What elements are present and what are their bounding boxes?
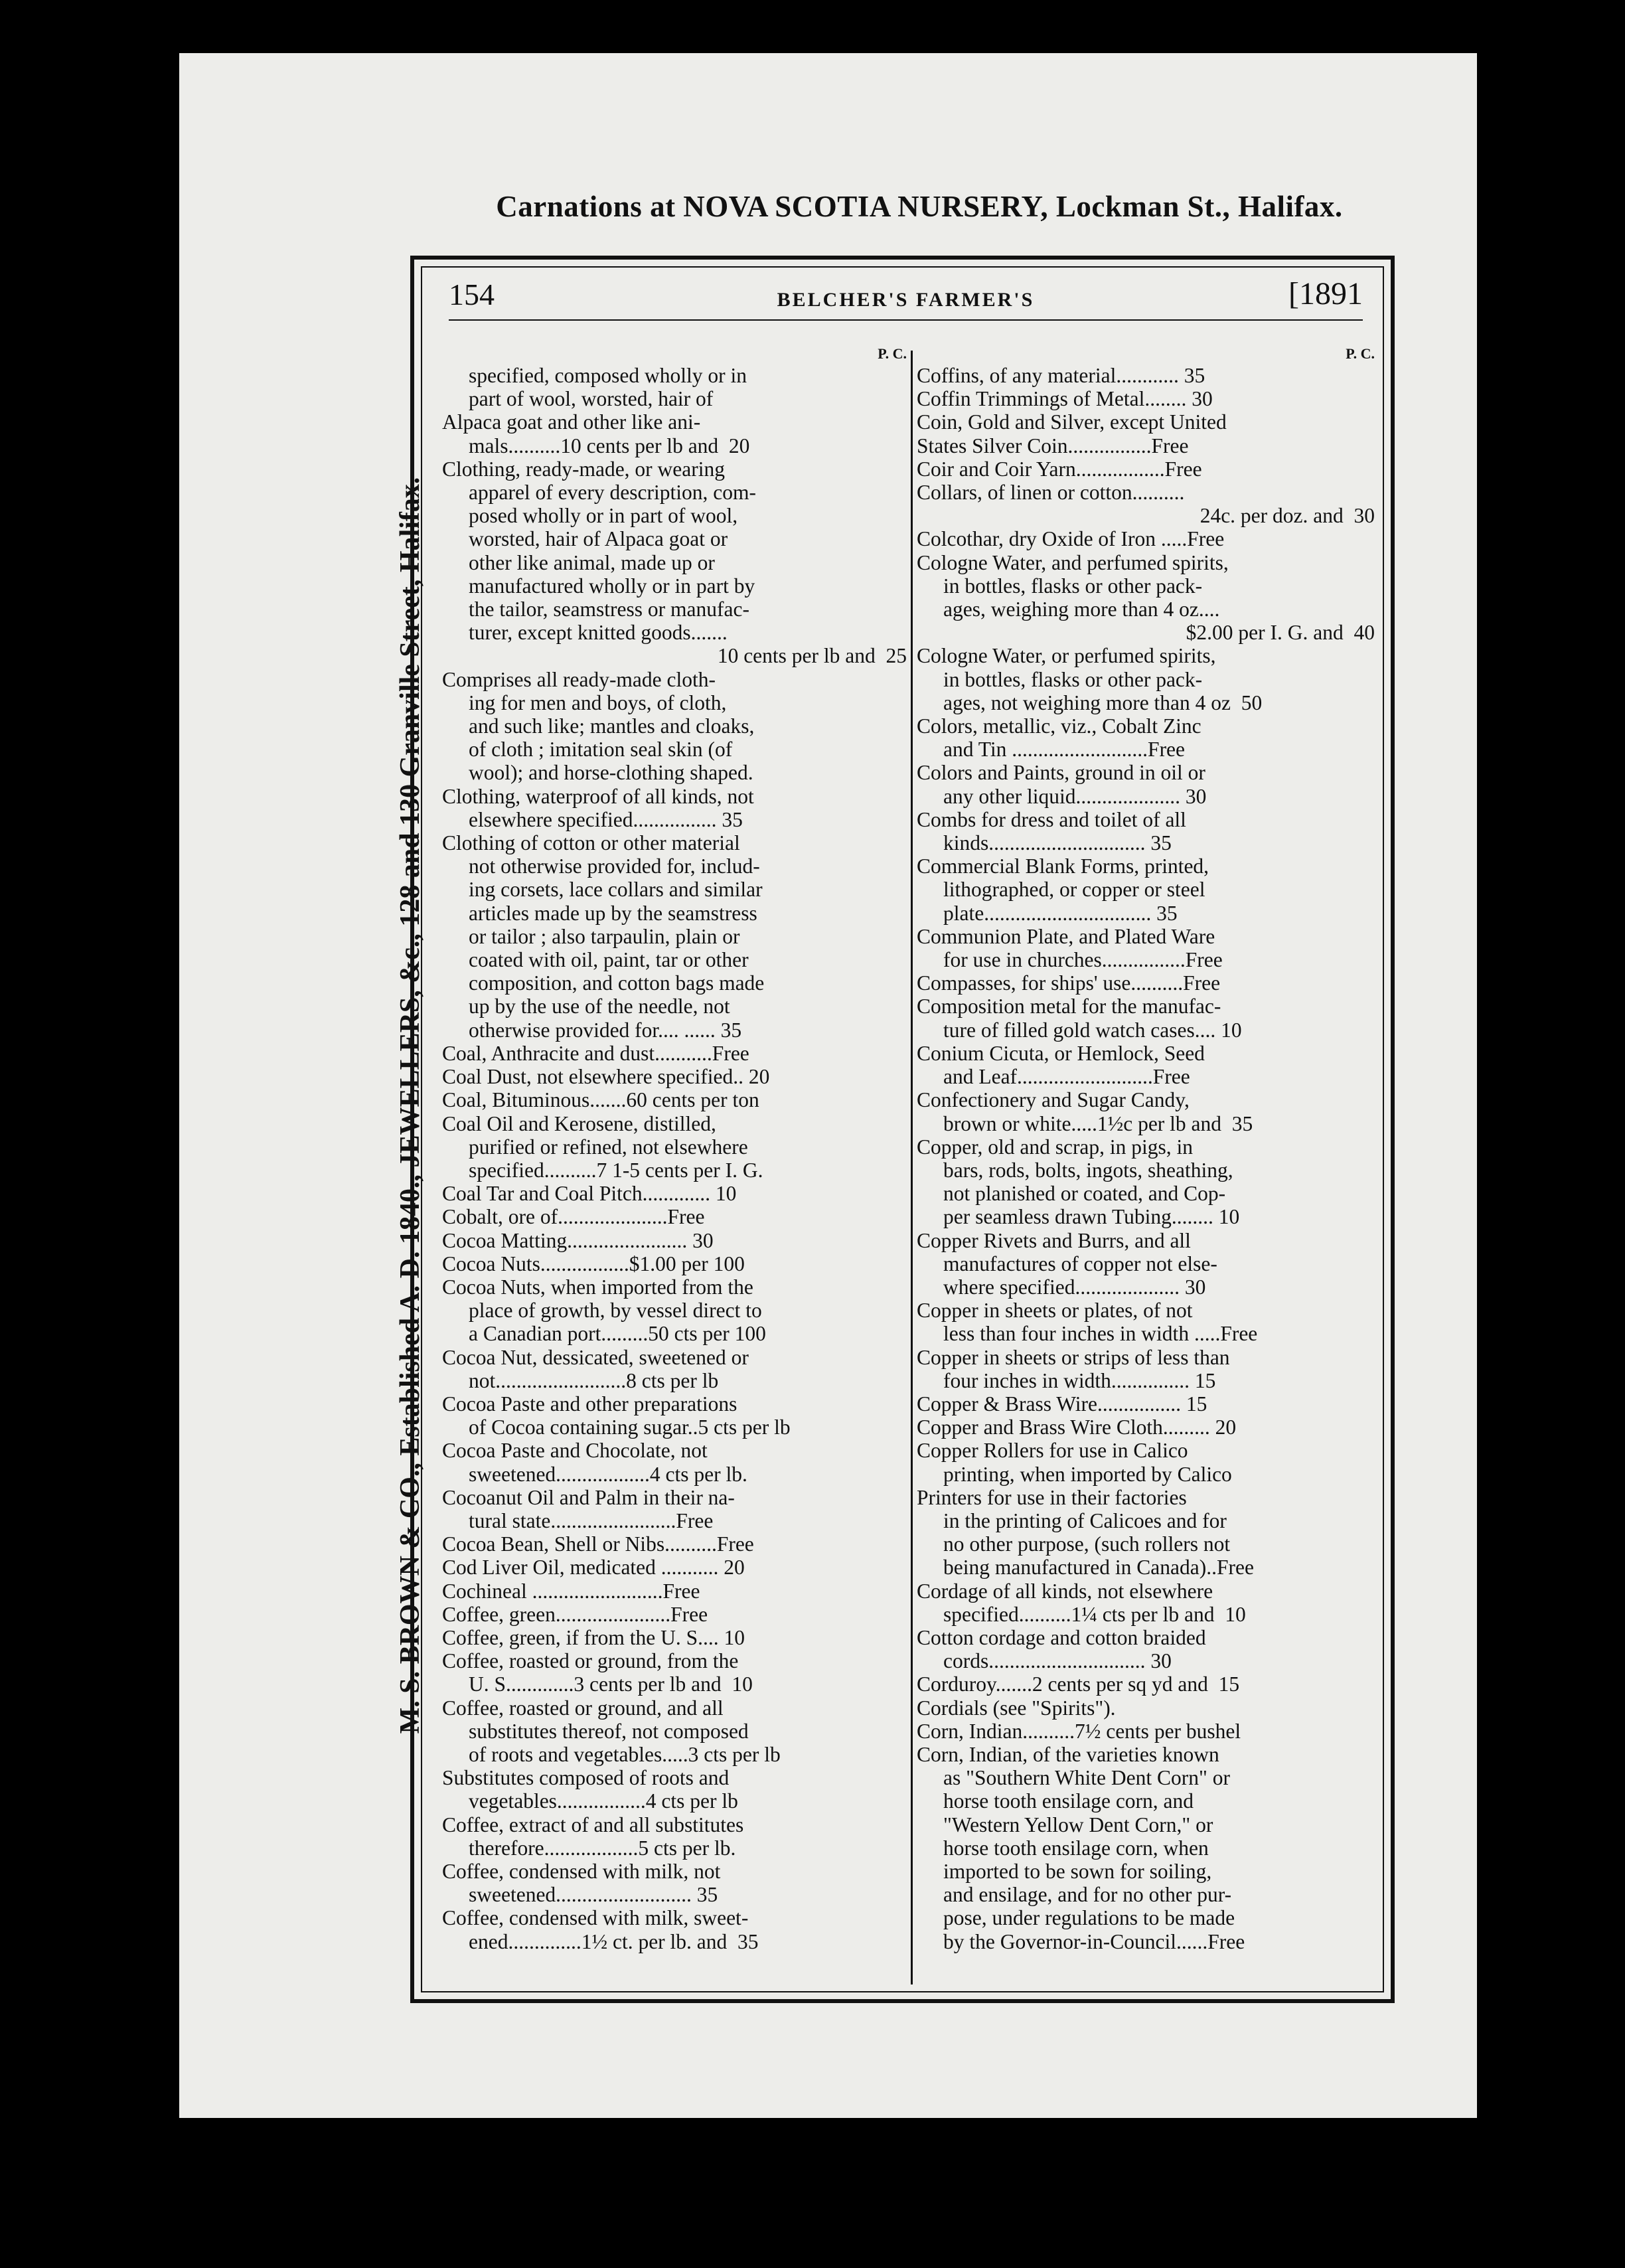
tariff-line: part of wool, worsted, hair of — [469, 387, 714, 411]
tariff-line: wool); and horse-clothing shaped. — [469, 761, 753, 785]
tariff-line: ened..............1½ ct. per lb. and 35 — [469, 1929, 759, 1953]
tariff-line: Corduroy.......2 cents per sq yd and 15 — [917, 1672, 1240, 1696]
tariff-line: specified, composed wholly or in — [469, 364, 747, 387]
tariff-line: ing for men and boys, of cloth, — [469, 690, 727, 714]
tariff-line: pose, under regulations to be made — [943, 1906, 1235, 1930]
tariff-line: manufactures of copper not else- — [943, 1252, 1217, 1275]
column-divider — [911, 351, 913, 1984]
tariff-line: therefore..................5 cts per lb. — [469, 1836, 736, 1860]
tariff-line: Alpaca goat and other like ani- — [442, 410, 701, 434]
tariff-line: Cocoa Paste and other preparations — [442, 1392, 737, 1416]
tariff-line: horse tooth ensilage corn, and — [943, 1789, 1194, 1813]
left-column — [442, 344, 907, 1984]
tariff-line: Colcothar, dry Oxide of Iron .....Free — [917, 527, 1225, 551]
tariff-line: Combs for dress and toilet of all — [917, 807, 1186, 831]
tariff-line: Coal Oil and Kerosene, distilled, — [442, 1111, 716, 1135]
tariff-line: Cocoa Nuts, when imported from the — [442, 1275, 753, 1299]
tariff-line: not otherwise provided for, includ- — [469, 854, 760, 878]
tariff-line: ages, not weighing more than 4 oz 50 — [943, 690, 1263, 714]
page-number: 154 — [449, 278, 495, 311]
tariff-line: of Cocoa containing sugar..5 cts per lb — [469, 1416, 791, 1439]
tariff-line: where specified.................... 30 — [943, 1275, 1206, 1299]
tariff-line: per seamless drawn Tubing........ 10 — [943, 1205, 1240, 1229]
tariff-line: lithographed, or copper or steel — [943, 878, 1205, 902]
tariff-line: imported to be sown for soiling, — [943, 1860, 1212, 1883]
tariff-line: Coffee, green......................Free — [442, 1602, 708, 1626]
tariff-line: Coffin Trimmings of Metal........ 30 — [917, 387, 1213, 411]
tariff-line: Cologne Water, or perfumed spirits, — [917, 644, 1216, 668]
tariff-line: Coal Dust, not elsewhere specified.. 20 — [442, 1065, 770, 1089]
tariff-line: of cloth ; imitation seal skin (of — [469, 738, 733, 762]
tariff-line: other like animal, made up or — [469, 550, 715, 574]
right-column — [917, 344, 1375, 1984]
tariff-line: specified..........1¼ cts per lb and 10 — [943, 1602, 1246, 1626]
tariff-line: ture of filled gold watch cases.... 10 — [943, 1018, 1242, 1042]
tariff-line: Coffee, green, if from the U. S.... 10 — [442, 1625, 745, 1649]
tariff-line: Cocoanut Oil and Palm in their na- — [442, 1485, 735, 1509]
tariff-line: Colors, metallic, viz., Cobalt Zinc — [917, 714, 1201, 738]
tariff-line: as "Southern White Dent Corn" or — [943, 1766, 1230, 1790]
tariff-line: ages, weighing more than 4 oz.... — [943, 598, 1220, 621]
tariff-line: Cod Liver Oil, medicated ........... 20 — [442, 1556, 745, 1580]
tariff-line: Copper Rollers for use in Calico — [917, 1439, 1188, 1463]
tariff-line: manufactured wholly or in part by — [469, 574, 755, 598]
tariff-line: Comprises all ready-made cloth- — [442, 667, 716, 691]
tariff-line: Cobalt, ore of.....................Free — [442, 1205, 705, 1229]
tariff-line: "Western Yellow Dent Corn," or — [943, 1813, 1213, 1836]
tariff-line: Cocoa Nuts.................$1.00 per 100 — [442, 1252, 745, 1275]
tariff-line: and such like; mantles and cloaks, — [469, 714, 755, 738]
tariff-line: less than four inches in width .....Free — [943, 1322, 1258, 1346]
tariff-line: posed wholly or in part of wool, — [469, 504, 738, 528]
tariff-line: Coal Tar and Coal Pitch............. 10 — [442, 1182, 737, 1206]
inner-frame — [421, 266, 1384, 1992]
tariff-line: or tailor ; also tarpaulin, plain or — [469, 924, 740, 948]
tariff-line: sweetened.......................... 35 — [469, 1883, 718, 1907]
tariff-line: horse tooth ensilage corn, when — [943, 1836, 1209, 1860]
tariff-line: vegetables.................4 cts per lb — [469, 1789, 738, 1813]
tariff-line: tural state........................Free — [469, 1508, 714, 1532]
tariff-line: Cocoa Nut, dessicated, sweetened or — [442, 1345, 749, 1369]
tariff-line: Cologne Water, and perfumed spirits, — [917, 550, 1229, 574]
tariff-line: composition, and cotton bags made — [469, 971, 765, 995]
tariff-line: no other purpose, (such rollers not — [943, 1532, 1231, 1556]
tariff-line: Coal, Anthracite and dust...........Free — [442, 1041, 749, 1065]
tariff-line: kinds.............................. 35 — [943, 831, 1172, 855]
tariff-line: U. S.............3 cents per lb and 10 — [469, 1672, 753, 1696]
tariff-line: bars, rods, bolts, ingots, sheathing, — [943, 1158, 1233, 1182]
running-header — [449, 273, 1363, 321]
tariff-line: for use in churches................Free — [943, 948, 1223, 972]
tariff-line: being manufactured in Canada)..Free — [943, 1556, 1254, 1580]
tariff-line: Compasses, for ships' use..........Free — [917, 971, 1221, 995]
tariff-line: Colors and Paints, ground in oil or — [917, 761, 1205, 785]
tariff-line: substitutes thereof, not composed — [469, 1719, 749, 1743]
tariff-line: purified or refined, not elsewhere — [469, 1135, 748, 1159]
tariff-line: Coffee, condensed with milk, not — [442, 1860, 721, 1883]
tariff-line: Composition metal for the manufac- — [917, 995, 1221, 1018]
tariff-line: brown or white.....1½c per lb and 35 — [943, 1111, 1253, 1135]
tariff-line: turer, except knitted goods....... — [469, 621, 728, 645]
tariff-line: in the printing of Calicoes and for — [943, 1508, 1227, 1532]
tariff-line: Printers for use in their factories — [917, 1485, 1187, 1509]
column-header: P. C. — [1346, 345, 1375, 362]
tariff-line: worsted, hair of Alpaca goat or — [469, 527, 728, 551]
tariff-line: Copper, old and scrap, in pigs, in — [917, 1135, 1194, 1159]
tariff-line: Copper in sheets or plates, of not — [917, 1299, 1193, 1323]
tariff-line: Copper in sheets or strips of less than — [917, 1345, 1230, 1369]
tariff-line: and Tin ..........................Free — [943, 738, 1186, 762]
tariff-line: Copper Rivets and Burrs, and all — [917, 1228, 1191, 1252]
tariff-line: Copper and Brass Wire Cloth......... 20 — [917, 1416, 1237, 1439]
tariff-line: mals..........10 cents per lb and 20 — [469, 434, 750, 457]
tariff-line: Conium Cicuta, or Hemlock, Seed — [917, 1041, 1205, 1065]
tariff-line: not.........................8 cts per lb — [469, 1368, 719, 1392]
tariff-line: cords.............................. 30 — [943, 1649, 1172, 1673]
tariff-line: Clothing of cotton or other material — [442, 831, 740, 855]
tariff-line: Commercial Blank Forms, printed, — [917, 854, 1209, 878]
tariff-line: articles made up by the seamstress — [469, 901, 757, 925]
tariff-line: Coffins, of any material............ 35 — [917, 364, 1205, 387]
tariff-line: Cocoa Bean, Shell or Nibs..........Free — [442, 1532, 754, 1556]
tariff-line: up by the use of the needle, not — [469, 995, 730, 1018]
tariff-line: four inches in width............... 15 — [943, 1368, 1216, 1392]
tariff-line: Coffee, extract of and all substitutes — [442, 1813, 744, 1836]
side-advertisement: M. S. BROWN & CO., Established A. D. 1840., JEWELLERS, &c., 128 and 130 Granville Street, Halifax. — [395, 477, 426, 1734]
page-frame — [410, 256, 1395, 2003]
tariff-line: by the Governor-in-Council......Free — [943, 1929, 1245, 1953]
tariff-line: printing, when imported by Calico — [943, 1462, 1232, 1486]
tariff-line: Cordials (see "Spirits"). — [917, 1696, 1116, 1720]
tariff-line: States Silver Coin................Free — [917, 434, 1189, 457]
tariff-line: plate................................ 35 — [943, 901, 1178, 925]
running-title: BELCHER'S FARMER'S — [777, 289, 1035, 311]
tariff-line: Corn, Indian, of the varieties known — [917, 1742, 1219, 1766]
tariff-line: 24c. per doz. and 30 — [1199, 504, 1375, 528]
tariff-line: Cocoa Matting....................... 30 — [442, 1228, 714, 1252]
tariff-line: Cordage of all kinds, not elsewhere — [917, 1579, 1213, 1603]
tariff-line: of roots and vegetables.....3 cts per lb — [469, 1742, 781, 1766]
tariff-line: apparel of every description, com- — [469, 481, 756, 505]
tariff-line: coated with oil, paint, tar or other — [469, 948, 749, 972]
column-header: P. C. — [878, 345, 907, 362]
tariff-line: place of growth, by vessel direct to — [469, 1299, 762, 1323]
tariff-line: and ensilage, and for no other pur- — [943, 1883, 1232, 1907]
top-advertisement: Carnations at NOVA SCOTIA NURSERY, Lockman St., Halifax. — [496, 190, 1343, 223]
tariff-line: Substitutes composed of roots and — [442, 1766, 730, 1790]
tariff-line: Coin, Gold and Silver, except United — [917, 410, 1227, 434]
tariff-line: Clothing, waterproof of all kinds, not — [442, 784, 754, 808]
tariff-line: Coffee, roasted or ground, from the — [442, 1649, 739, 1673]
tariff-line: Clothing, ready-made, or wearing — [442, 457, 725, 481]
tariff-line: Corn, Indian..........7½ cents per bushel — [917, 1719, 1241, 1743]
tariff-line: Confectionery and Sugar Candy, — [917, 1088, 1190, 1112]
tariff-line: in bottles, flasks or other pack- — [943, 667, 1203, 691]
tariff-line: Copper & Brass Wire................ 15 — [917, 1392, 1207, 1416]
tariff-line: Cotton cordage and cotton braided — [917, 1625, 1206, 1649]
tariff-line: elsewhere specified................ 35 — [469, 807, 743, 831]
tariff-line: and Leaf..........................Free — [943, 1065, 1190, 1089]
tariff-line: 10 cents per lb and 25 — [717, 644, 907, 668]
year: [1891 — [1288, 276, 1363, 311]
tariff-line: Coal, Bituminous.......60 cents per ton — [442, 1088, 759, 1112]
tariff-line: not planished or coated, and Cop- — [943, 1182, 1226, 1206]
tariff-line: any other liquid.................... 30 — [943, 784, 1207, 808]
tariff-line: Communion Plate, and Plated Ware — [917, 924, 1215, 948]
tariff-line: sweetened..................4 cts per lb. — [469, 1462, 747, 1486]
tariff-line: ing corsets, lace collars and similar — [469, 878, 763, 902]
tariff-line: Cochineal .........................Free — [442, 1579, 700, 1603]
tariff-line: the tailor, seamstress or manufac- — [469, 598, 749, 621]
tariff-line: Coffee, condensed with milk, sweet- — [442, 1906, 749, 1930]
tariff-line: Collars, of linen or cotton.......... — [917, 481, 1185, 505]
tariff-line: specified..........7 1-5 cents per I. G. — [469, 1158, 763, 1182]
tariff-line: otherwise provided for.... ...... 35 — [469, 1018, 742, 1042]
tariff-line: $2.00 per I. G. and 40 — [1186, 621, 1375, 645]
tariff-line: a Canadian port.........50 cts per 100 — [469, 1322, 766, 1346]
tariff-line: Coir and Coir Yarn.................Free — [917, 457, 1202, 481]
tariff-line: in bottles, flasks or other pack- — [943, 574, 1203, 598]
tariff-line: Cocoa Paste and Chocolate, not — [442, 1439, 708, 1463]
tariff-line: Coffee, roasted or ground, and all — [442, 1696, 724, 1720]
